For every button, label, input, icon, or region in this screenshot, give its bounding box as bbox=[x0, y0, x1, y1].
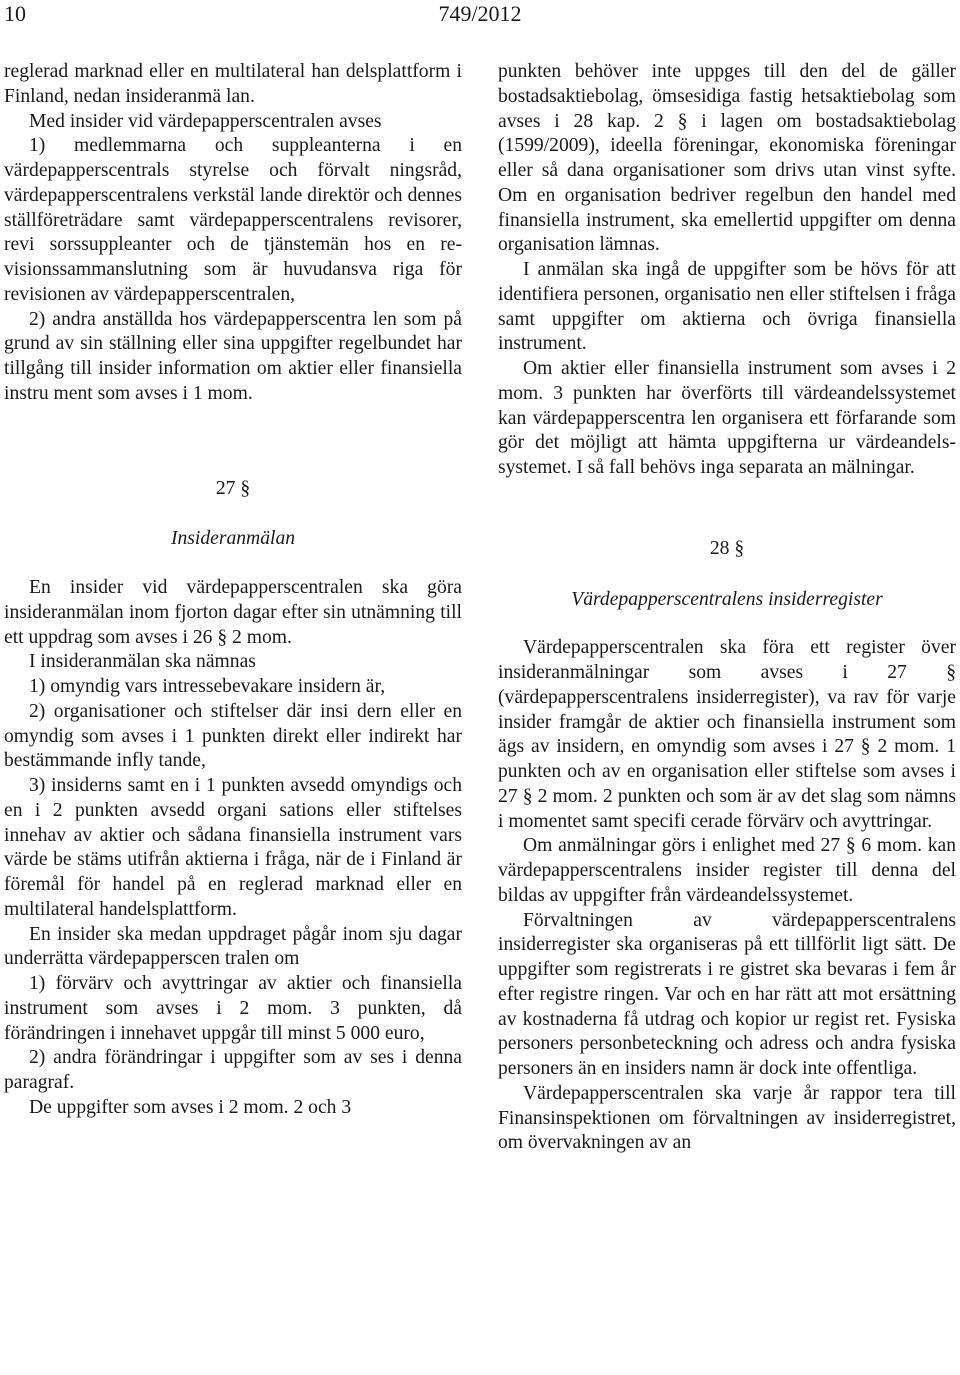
list-item: 2) andra anställda hos värdepapperscentra len som på grund av sin ställning eller sina uppgifter regelbundet har tillgång till insider information om aktier eller finansiella instru ment som avses i 1 mom. bbox=[4, 308, 462, 404]
page-number: 10 bbox=[4, 1, 26, 26]
section-27 bbox=[4, 477, 462, 1121]
left-column bbox=[4, 60, 462, 1121]
section-28 bbox=[498, 537, 956, 1156]
paragraph: punkten behöver inte uppges till den del de gäller bostadsaktiebolag, ömsesidiga fastig hetsaktiebolag som avses i 28 kap. 2 § i lagen om bostadsaktiebolag (1599/2009), ideella föreningar, ekonomiska föreningar eller så dana organisationer som drivs utan vinst syfte. Om en organisation bedriver regelbun den handel med finansiella instrument, ska emellertid uppgifter om denna organisation lämnas. bbox=[498, 61, 956, 256]
right-column bbox=[498, 60, 956, 1156]
paragraph: En insider ska medan uppdraget pågår inom sju dagar underrätta värdepapperscen tralen om bbox=[4, 923, 462, 970]
paragraph: reglerad marknad eller en multilateral han delsplattform i Finland, nedan insideranmä lan. bbox=[4, 61, 462, 107]
list-item: 2) organisationer och stiftelser där insi dern eller en omyndig som avses i 1 punkten direkt eller indirekt har bestämmande infly tande, bbox=[4, 700, 462, 772]
paragraph: En insider vid värdepapperscentralen ska göra insideranmälan inom fjorton dagar efter sin utnämning till ett uppdrag som avses i 26 § 2 mom. bbox=[4, 577, 462, 648]
document-number: 749/2012 bbox=[438, 1, 522, 26]
section-title: Insideranmälan bbox=[170, 528, 296, 550]
section-title: Värdepapperscentralens insiderregister bbox=[571, 588, 883, 610]
list-item: 1) förvärv och avyttringar av aktier och finansiella instrument som avses i 2 mom. 3 punkten, då förändringen i innehavet uppgår till minst 5 000 euro, bbox=[4, 973, 462, 1044]
paragraph: Värdepapperscentralen ska föra ett register över insideranmälningar som avses i 27 § (värdepapperscentralens insiderregister), va rav för varje insider framgår de aktier och finansiella instrument som ägs av insidern, en omyndig som avses i 27 § 2 mom. 1 punkten och av en organisation eller stiftelse som avses i 27 § 2 mom. 2 punkten och som är av det slag som nämns i momentet samt specifi cerade förvärv och avyttringar. bbox=[498, 637, 956, 832]
list-item: 1) medlemmarna och suppleanterna i en värdepapperscentrals styrelse och förvalt ningsråd, värdepapperscentralens verkstäl lande direktör och dennes ställföreträdare samt värdepapperscentralens revisorer, revi sorssuppleanter och de tjänstemän hos en re visionssammanslutning som är huvudansva riga för revisionen av värdepapperscentralen, bbox=[4, 135, 462, 305]
paragraph: Om aktier eller finansiella instrument som avses i 2 mom. 3 punkten har överförts till värdeandelssystemet kan värdepapperscentra len organisera ett förfarande som gör det möjligt att hämta uppgifterna ur värdeandels systemet. I så fall behövs inga separata an mälningar. bbox=[498, 358, 956, 478]
list-item: 1) omyndig vars intressebevakare insidern är, bbox=[29, 676, 386, 697]
section-number: 27 § bbox=[215, 477, 251, 499]
paragraph: I insideranmälan ska nämnas bbox=[29, 651, 256, 673]
paragraph: Med insider vid värdepapperscentralen avses bbox=[29, 110, 382, 132]
paragraph: Värdepapperscentralen ska varje år rappor tera till Finansinspektionen om förvaltningen av insiderregistret, om övervakningen av an bbox=[498, 1082, 956, 1154]
list-item: 3) insiderns samt en i 1 punkten avsedd omyndigs och en i 2 punkten avsedd organi sations eller stiftelses innehav av aktier och sådana finansiella instrument vars värde be stäms utifrån aktierna i fråga, när de i Finland är föremål för handel på en reglerad marknad eller en multilateral handelsplattform. bbox=[4, 775, 462, 920]
section-number: 28 § bbox=[709, 537, 745, 559]
paragraph: De uppgifter som avses i 2 mom. 2 och 3 bbox=[29, 1096, 352, 1118]
paragraph: I anmälan ska ingå de uppgifter som be hövs för att identifiera personen, organisatio nen eller stiftelsen i fråga samt uppgifter om aktierna och övriga finansiella instrument. bbox=[498, 259, 956, 355]
page-header bbox=[0, 0, 960, 30]
list-item: 2) andra förändringar i uppgifter som av ses i denna paragraf. bbox=[4, 1047, 462, 1093]
paragraph: Förvaltningen av värdepapperscentralens insiderregister ska organiseras på ett tillförlit ligt sätt. De uppgifter som registrerats i re gistret ska bevaras i fem år efter registre ringen. Var och en har rätt att mot ersättning av kostnaderna få utdrag och kopior ur regist ret. Fysiska personers personbeteckning och adress och andra fysiska personers än en insiders namn är dock inte offentliga. bbox=[498, 909, 956, 1079]
paragraph: Om anmälningar görs i enlighet med 27 § 6 mom. kan värdepapperscentralens insider register till denna del bildas av uppgifter från värdeandelssystemet. bbox=[498, 835, 956, 906]
